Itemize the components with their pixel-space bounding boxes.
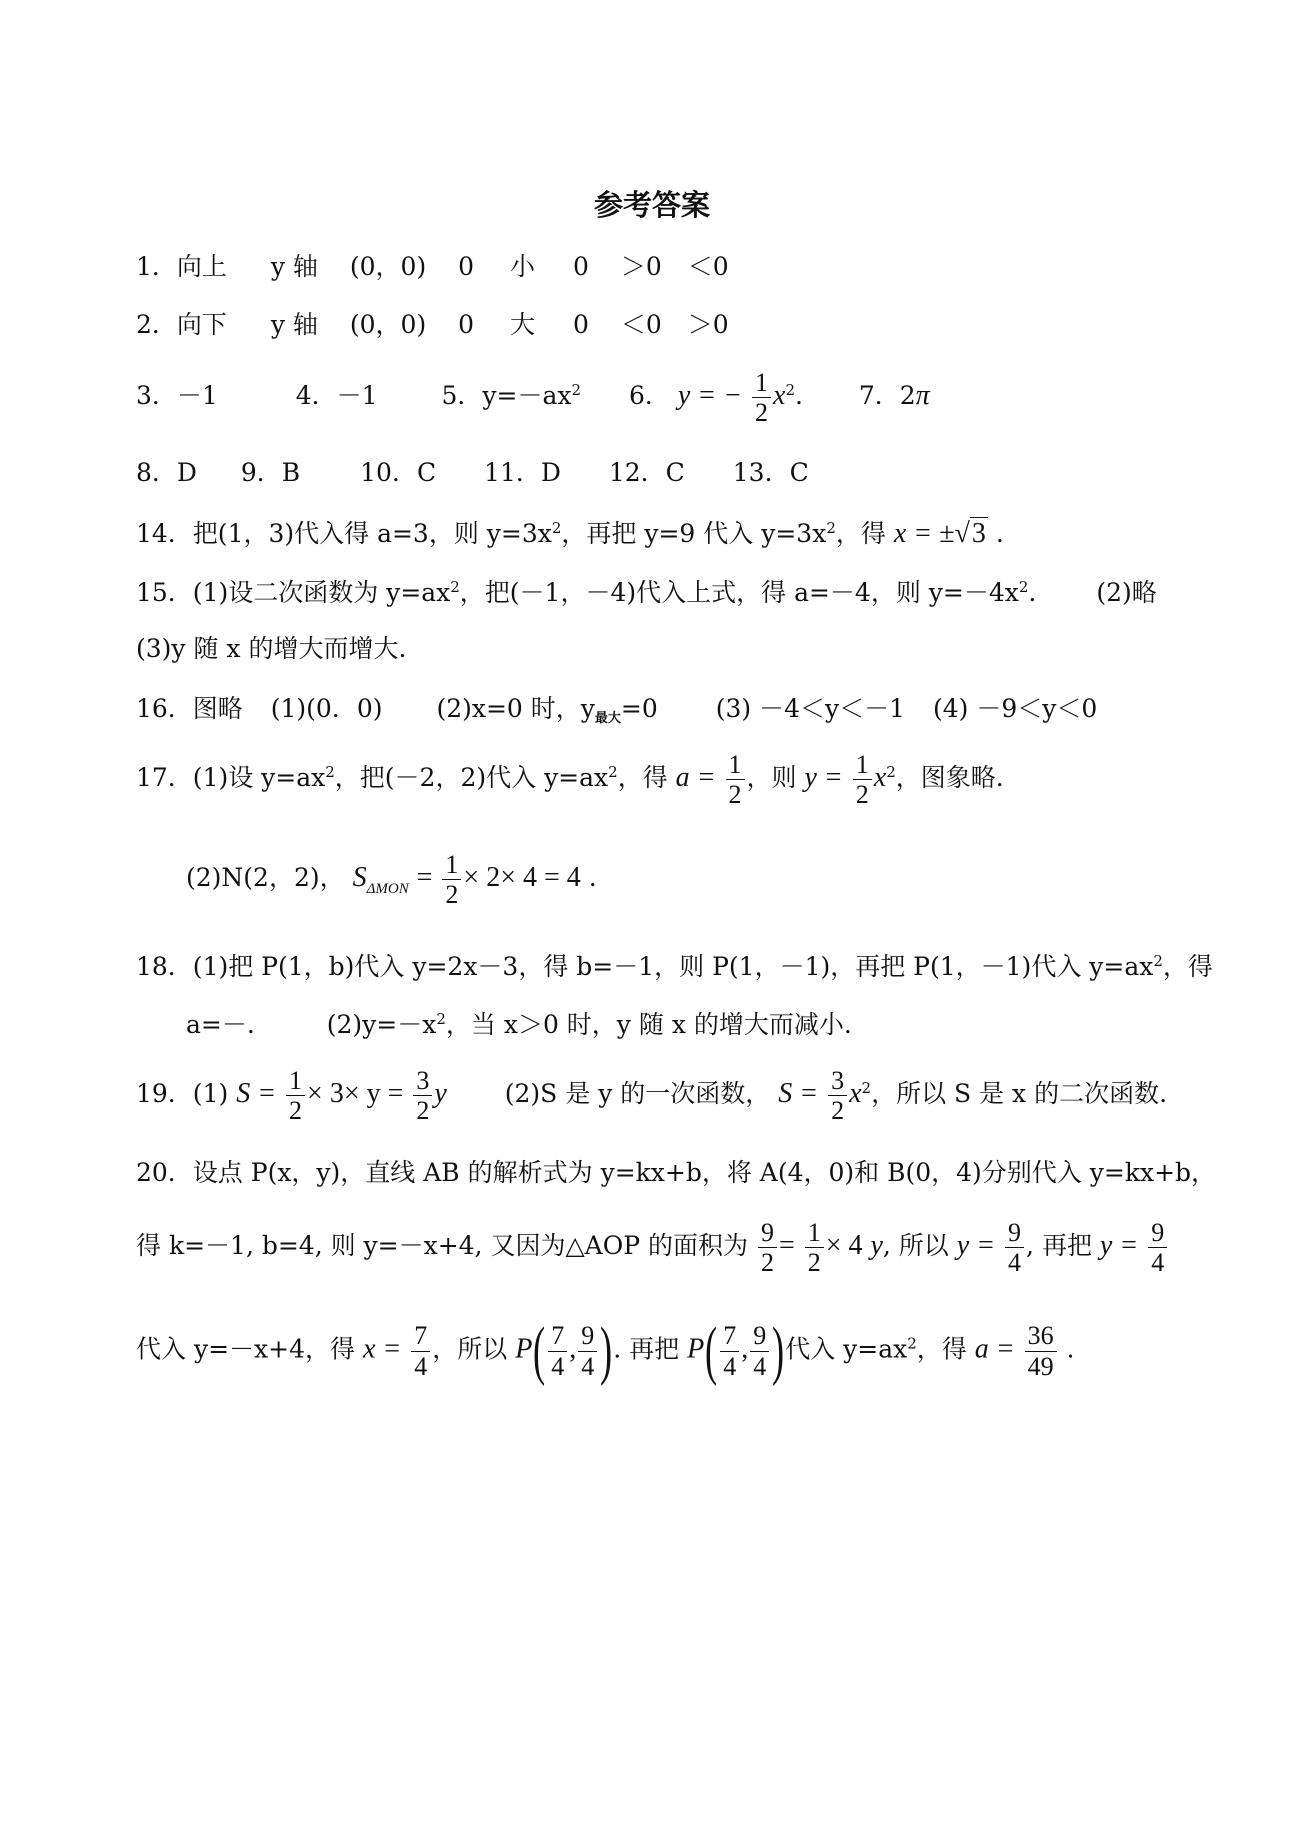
fraction: $\frac{1}{2}$ — [726, 750, 745, 809]
choice-answer: 9．B — [240, 458, 301, 487]
answer-2-part: ＜0 — [620, 310, 662, 339]
left-paren: ( — [705, 1314, 718, 1387]
answer-6: 6． y = − $\frac{1}{2}$ $x^2$. — [629, 368, 803, 428]
answer-20-line-3: 代入 y=－x+4，得 x = $\frac{7}{4}$ ，所以 P( $\frac{7}{4}$ , $\frac{9}{4}$ ). 再把 P( $\frac{7}{4}$ , $\frac{9}{4}$ )代入 $y=ax^2$，得 a = $\frac{36}{49}$ . — [136, 1314, 1075, 1387]
choice-answer: 12．C — [608, 458, 685, 487]
fraction: $\frac{3}{2}$ — [828, 1066, 847, 1125]
choice-answer: 10．C — [360, 458, 437, 487]
answer-2-part: y 轴 — [270, 310, 318, 339]
answer-1-part: 0 — [458, 252, 475, 281]
answer-2-part: 2．向下 — [136, 310, 227, 339]
answers-3-7 — [136, 368, 930, 427]
answer-1-part: ＜0 — [687, 252, 729, 281]
left-paren: ( — [533, 1314, 546, 1387]
answer-7: 7．2π — [858, 380, 930, 412]
answer-15-line-2: (3)y 随 x 的增大而增大. — [136, 634, 407, 663]
fraction: $\frac{1}{2}$ — [853, 750, 872, 809]
answer-17: 17．(1)设 $y=ax^2$，把(－2，2)代入 $y=ax^2$，得 a = $\frac{1}{2}$ ，则 y = $\frac{1}{2}$ $x^2$，图象略. — [136, 750, 1004, 810]
answer-4: 4．－1 — [295, 381, 378, 411]
fraction: $\frac{36}{49}$ — [1025, 1321, 1057, 1380]
answer-20-line-2: 得 k=－1, b=4, 则 y=－x+4, 又因为△AOP 的面积为 $\frac{9}{2}$ = $\frac{1}{2}$ × 4 y, 所以 y = $\frac{9}{4}$ , 再把 y = $\frac{9}{4}$ — [136, 1218, 1169, 1277]
answer-1 — [136, 254, 729, 279]
answer-2-part: 0 — [458, 310, 475, 339]
fraction: $\frac{1}{2}$ — [752, 368, 771, 427]
fraction: $\frac{9}{2}$ — [758, 1218, 777, 1277]
answer-1-part: 0 — [573, 252, 589, 281]
answer-2-part: (0，0) — [349, 310, 427, 339]
fraction: $\frac{9}{4}$ — [578, 1321, 597, 1380]
answer-14: 14．把(1，3)代入得 a=3，则 $y=3x^2$，再把 y=9 代入 $y=3x^2$，得 x = ±√3 . — [136, 518, 1004, 549]
answer-1-part: 小 — [510, 252, 536, 281]
answer-18-line-2: a=－. $(2)y=-x^2$，当 x＞0 时，y 随 x 的增大而减小. — [186, 1010, 852, 1039]
fraction: $\frac{7}{4}$ — [411, 1321, 430, 1380]
answer-2-part: ＞0 — [687, 310, 729, 339]
answer-1-part: y 轴 — [270, 252, 318, 281]
fraction: $\frac{9}{4}$ — [1005, 1218, 1024, 1277]
fraction: $\frac{1}{2}$ — [805, 1218, 824, 1277]
choice-answer: 8．D — [136, 458, 197, 487]
right-paren: ) — [600, 1314, 613, 1387]
answers-8-13 — [136, 460, 809, 485]
answer-17-part-2: (2)N(2，2)， $S_{\Delta MON}$ = $\frac{1}{2}$ × 2× 4 = 4 . — [186, 850, 597, 910]
answer-5: 5．$y=-ax^2$ — [441, 381, 582, 411]
page-title: 参考答案 — [593, 188, 710, 222]
answer-19: 19．(1) S = $\frac{1}{2}$ × 3× y = $\frac{3}{2}$ y (2)S 是 y 的一次函数， S = $\frac{3}{2}$ $x^2$，所以 S 是 x 的二次函数. — [136, 1066, 1168, 1126]
fraction: $\frac{7}{4}$ — [720, 1321, 739, 1380]
answer-1-part: ＞0 — [620, 252, 662, 281]
fraction: $\frac{1}{2}$ — [286, 1066, 305, 1125]
answer-18: 18．(1)把 P(1，b)代入 y=2x－3，得 b=－1，则 P(1，－1)，再把 P(1，－1)代入 $y=ax^2$，得 — [136, 952, 1213, 981]
choice-answer: 11．D — [484, 458, 561, 487]
fraction: $\frac{3}{2}$ — [413, 1066, 432, 1125]
choice-answer: 13．C — [732, 458, 809, 487]
answer-3: 3．－1 — [136, 381, 218, 411]
answer-2 — [136, 312, 729, 337]
answer-20: 20．设点 P(x，y)，直线 AB 的解析式为 y=kx+b，将 A(4，0)和 B(0，4)分别代入 y=kx+b， — [136, 1158, 1217, 1187]
answer-1-part: 1．向上 — [136, 252, 227, 281]
fraction: $\frac{7}{4}$ — [548, 1321, 567, 1380]
fraction: $\frac{9}{4}$ — [750, 1321, 769, 1380]
answer-1-part: (0，0) — [349, 252, 427, 281]
answer-15: 15．(1)设二次函数为 $y=ax^2$，把(－1，－4)代入上式，得 a=－4，则 $y=-4x^2$. (2)略 — [136, 578, 1157, 607]
right-paren: ) — [772, 1314, 785, 1387]
square-root: √3 — [954, 518, 986, 549]
fraction: $\frac{1}{2}$ — [442, 850, 461, 909]
answer-2-part: 0 — [573, 310, 589, 339]
answer-16: 16．图略 (1)(0．0) (2)x=0 时，$y_{最大}=0$ (3) －4＜y＜－1 (4) －9＜y＜0 — [136, 694, 1098, 726]
fraction: $\frac{9}{4}$ — [1148, 1218, 1167, 1277]
answer-2-part: 大 — [510, 310, 536, 339]
